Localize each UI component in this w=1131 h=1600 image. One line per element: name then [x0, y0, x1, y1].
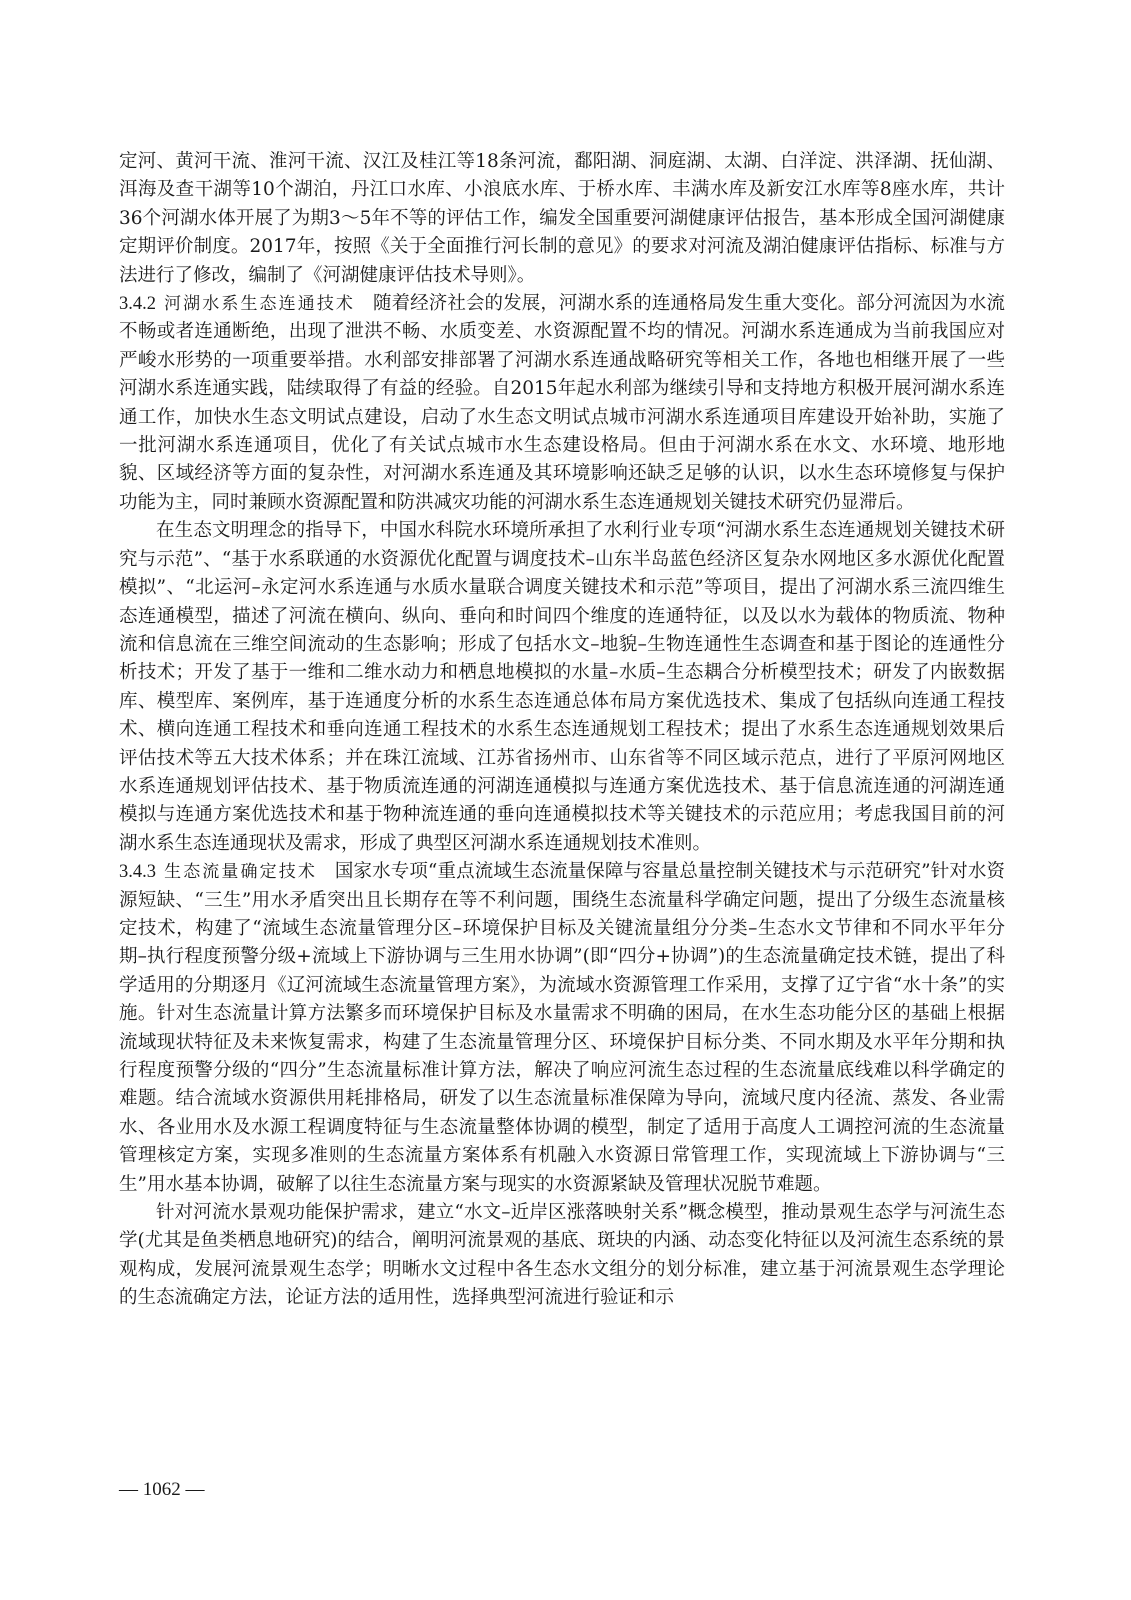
- section-title: 生态流量确定技术: [164, 862, 317, 883]
- page-number: — 1062 —: [119, 1479, 205, 1500]
- paragraph-river-landscape: 针对河流水景观功能保护需求，建立“水文–近岸区涨落映射关系”概念模型，推动景观生态学与河流生态学(尤其是鱼类栖息地研究)的结合，阐明河流景观的基底、斑块的内涵、动态变化特征以及河流生态系统的景观构成，发展河流景观生态学；明晰水文过程中各生态水文组分的划分标准，建立基于河流景观生态学理论的生态流确定方法，论证方法的适用性，选择典型河流进行验证和示: [119, 1202, 1005, 1309]
- paragraph-connectivity-research: 在生态文明理念的指导下，中国水科院水环境所承担了水利行业专项“河湖水系生态连通规划关键技术研究与示范”、“基于水系联通的水资源优化配置与调度技术–山东半岛蓝色经济区复杂水网地区多水源优化配置模拟”、“北运河–永定河水系连通与水质水量联合调度关键技术和示范”等项目，提出了河湖水系三流四维生态连通模型，描述了河流在横向、纵向、垂向和时间四个维度的连通特征，以及以水为载体的物质流、物种流和信息流在三维空间流动的生态影响；形成了包括水文–地貌–生物连通性生态调查和基于图论的连通性分析技术；开发了基于一维和二维水动力和栖息地模拟的水量–水质–生态耦合分析模型技术；研发了内嵌数据库、模型库、案例库，基于连通度分析的水系生态连通总体布局方案优选技术、集成了包括纵向连通工程技术、横向连通工程技术和垂向连通工程技术的水系生态连通规划工程技术；提出了水系生态连通规划效果后评估技术等五大技术体系；并在珠江流域、江苏省扬州市、山东省等不同区域示范点，进行了平原河网地区水系连通规划评估技术、基于物质流连通的河湖连通模拟与连通方案优选技术、基于信息流连通的河湖连通模拟与连通方案优选技术和基于物种流连通的垂向连通模拟技术等关键技术的示范应用；考虑我国目前的河湖水系生态连通现状及需求，形成了典型区河湖水系连通规划技术准则。: [119, 520, 1005, 854]
- section-body: 国家水专项“重点流域生态流量保障与容量总量控制关键技术与示范研究”针对水资源短缺、“三生”用水矛盾突出且长期存在等不利问题，围绕生态流量科学确定问题，提出了分级生态流量核定技术，构建了“流域生态流量管理分区–环境保护目标及关键流量组分分类–生态水文节律和不同水平年分期–执行程度预警分级+流域上下游协调与三生用水协调”(即“四分+协调”)的生态流量确定技术链，提出了科学适用的分期逐月《辽河流域生态流量管理方案》，为流域水资源管理工作采用，支撑了辽宁省“水十条”的实施。针对生态流量计算方法繁多而环境保护目标及水量需求不明确的困局，在水生态功能分区的基础上根据流域现状特征及未来恢复需求，构建了生态流量管理分区、环境保护目标分类、不同水期及水平年分期和执行程度预警分级的“四分”生态流量标准计算方法，解决了响应河流生态过程的生态流量底线难以科学确定的难题。结合流域水资源供用耗排格局，研发了以生态流量标准保障为导向，流域尺度内径流、蒸发、各业需水、各业用水及水源工程调度特征与生态流量整体协调的模型，制定了适用于高度人工调控河流的生态流量管理核定方案，实现多准则的生态流量方案体系有机融入水资源日常管理工作，实现流域上下游协调与“三生”用水基本协调，破解了以往生态流量方案与现实的水资源紧缺及管理状况脱节难题。: [119, 861, 1006, 1195]
- section-3-4-3: [119, 858, 1005, 1199]
- section-number: 3.4.3: [119, 862, 156, 883]
- paragraph-river-health-evaluation: 定河、黄河干流、淮河干流、汉江及桂江等18条河流，鄱阳湖、洞庭湖、太湖、白洋淀、洪泽湖、抚仙湖、洱海及查干湖等10个湖泊，丹江口水库、小浪底水库、于桥水库、丰满水库及新安江水库等8座水库，共计36个河湖水体开展了为期3～5年不等的评估工作，编发全国重要河湖健康评估报告，基本形成全国河湖健康定期评价制度。2017年，按照《关于全面推行河长制的意见》的要求对河流及湖泊健康评估指标、标准与方法进行了修改，编制了《河湖健康评估技术导则》。: [119, 151, 1005, 286]
- section-body: 随着经济社会的发展，河湖水系的连通格局发生重大变化。部分河流因为水流不畅或者连通断绝，出现了泄洪不畅、水质变差、水资源配置不均的情况。河湖水系连通成为当前我国应对严峻水形势的一项重要举措。水利部安排部署了河湖水系连通战略研究等相关工作，各地也相继开展了一些河湖水系连通实践，陆续取得了有益的经验。自2015年起水利部为继续引导和支持地方积极开展河湖水系连通工作，加快水生态文明试点建设，启动了水生态文明试点城市河湖水系连通项目库建设开始补助，实施了一批河湖水系连通项目，优化了有关试点城市水生态建设格局。但由于河湖水系在水文、水环境、地形地貌、区域经济等方面的复杂性，对河湖水系连通及其环境影响还缺乏足够的认识，以水生态环境修复与保护功能为主，同时兼顾水资源配置和防洪减灾功能的河湖水系生态连通规划关键技术研究仍显滞后。: [119, 293, 1005, 513]
- section-number: 3.4.2: [119, 294, 156, 315]
- section-3-4-2: [119, 290, 1005, 517]
- document-body: [119, 148, 1005, 1313]
- section-title: 河湖水系生态连通技术: [164, 294, 355, 315]
